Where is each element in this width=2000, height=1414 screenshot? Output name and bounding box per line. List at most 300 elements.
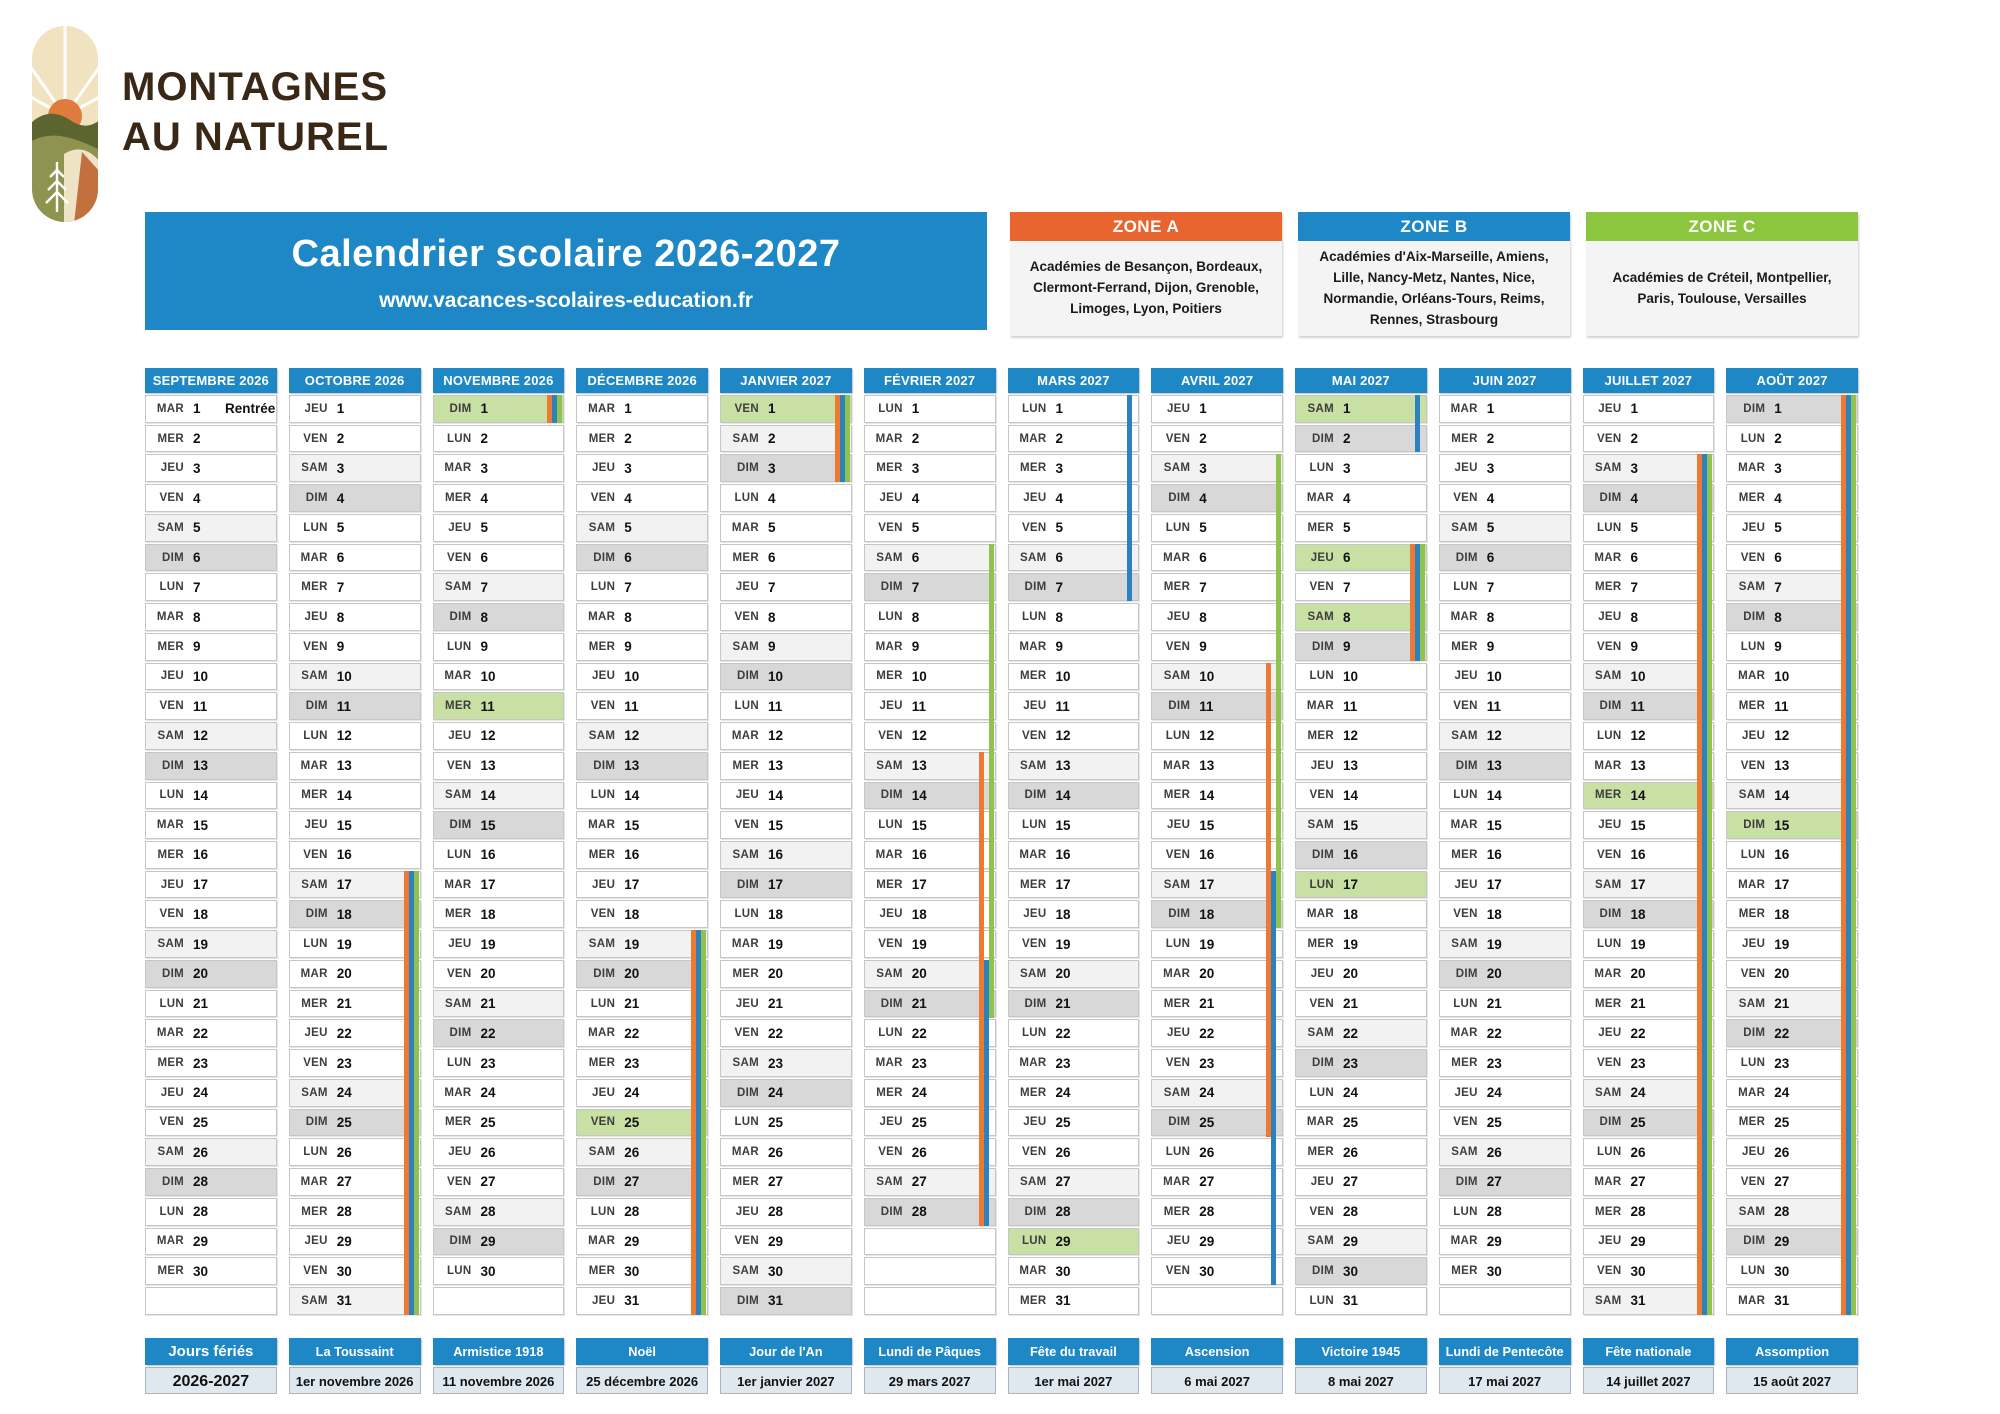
day-number: 25 — [1774, 1114, 1790, 1130]
weekday-abbrev: DIM — [1024, 581, 1047, 594]
day-number: 4 — [1486, 490, 1495, 506]
weekday-abbrev: MAR — [1738, 1086, 1766, 1099]
day-cell — [576, 900, 708, 928]
weekday-abbrev: JEU — [1310, 1175, 1334, 1188]
weekday-abbrev: DIM — [449, 819, 472, 832]
day-number: 31 — [768, 1293, 784, 1309]
weekday-abbrev: MAR — [1594, 551, 1622, 564]
day-number: 10 — [1774, 668, 1790, 684]
weekday-abbrev: SAM — [445, 789, 472, 802]
day-number: 28 — [624, 1204, 640, 1220]
weekday-abbrev: JEU — [1166, 819, 1191, 832]
weekday-abbrev: JEU — [879, 1116, 903, 1129]
day-cell — [1151, 395, 1283, 423]
day-cell — [1583, 900, 1715, 928]
day-cell — [145, 960, 277, 988]
day-number: 31 — [624, 1293, 640, 1309]
weekday-abbrev: SAM — [876, 759, 903, 772]
day-cell — [433, 1198, 565, 1226]
day-cell — [1439, 1049, 1571, 1077]
day-cell — [864, 841, 996, 869]
day-cell — [145, 782, 277, 810]
day-cell — [1008, 573, 1140, 601]
month-column — [1008, 368, 1140, 1315]
day-number: 26 — [1486, 1144, 1502, 1160]
day-cell — [145, 1287, 277, 1315]
day-number: 29 — [1055, 1233, 1071, 1249]
weekday-abbrev: MER — [157, 1057, 184, 1070]
weekday-abbrev: VEN — [446, 967, 472, 980]
month-header: DÉCEMBRE 2026 — [576, 368, 708, 393]
day-cell — [1439, 663, 1571, 691]
day-cell — [1439, 811, 1571, 839]
day-cell — [1295, 603, 1427, 631]
weekday-abbrev: JEU — [1454, 670, 1478, 683]
weekday-abbrev: DIM — [737, 1294, 759, 1307]
day-cell — [864, 425, 996, 453]
month-header: FÉVRIER 2027 — [864, 368, 996, 393]
day-number: 17 — [1774, 877, 1790, 893]
day-number: 28 — [911, 1204, 927, 1220]
weekday-abbrev: MER — [588, 848, 616, 861]
weekday-abbrev: DIM — [1743, 1027, 1766, 1040]
weekday-abbrev: MAR — [444, 1086, 472, 1099]
day-number: 11 — [1486, 698, 1502, 714]
month-day-area — [145, 395, 277, 1315]
weekday-abbrev: SAM — [588, 938, 616, 951]
day-cell — [720, 871, 852, 899]
day-cell — [864, 573, 996, 601]
day-number: 2 — [1343, 431, 1351, 447]
weekday-abbrev: JEU — [1310, 759, 1334, 772]
day-cell — [864, 900, 996, 928]
day-number: 5 — [1055, 520, 1064, 536]
day-cell — [1008, 1138, 1140, 1166]
weekday-abbrev: SAM — [1020, 759, 1047, 772]
day-number: 15 — [1774, 817, 1790, 833]
day-number: 4 — [336, 490, 345, 506]
day-number: 26 — [1630, 1144, 1646, 1160]
day-number: 23 — [1343, 1055, 1359, 1071]
day-number: 16 — [911, 847, 927, 863]
day-cell — [1295, 1049, 1427, 1077]
zone-a-academies: Académies de Besançon, Bordeaux, Clermont-Ferrand, Dijon, Grenoble, Limoges, Lyon, Poitiers — [1029, 259, 1263, 316]
weekday-abbrev: JEU — [735, 789, 759, 802]
day-cell — [289, 1228, 421, 1256]
day-cell — [1583, 1109, 1715, 1137]
day-number: 15 — [624, 817, 640, 833]
day-number: 22 — [336, 1025, 352, 1041]
day-cell — [1439, 930, 1571, 958]
weekday-abbrev: MAR — [588, 1027, 616, 1040]
day-cell — [1439, 841, 1571, 869]
day-number: 28 — [1630, 1204, 1646, 1220]
day-cell — [1583, 1049, 1715, 1077]
weekday-abbrev: MER — [1307, 729, 1334, 742]
weekday-abbrev: VEN — [1740, 967, 1766, 980]
weekday-abbrev: JEU — [591, 462, 616, 475]
day-cell — [1439, 544, 1571, 572]
weekday-abbrev: MER — [876, 462, 903, 475]
day-number: 1 — [1343, 401, 1351, 417]
day-number: 7 — [336, 579, 345, 595]
day-number: 21 — [480, 996, 496, 1012]
day-cell — [145, 573, 277, 601]
day-cell — [1726, 722, 1858, 750]
holiday-name: Jour de l'An — [720, 1338, 852, 1365]
weekday-abbrev: LUN — [1021, 611, 1047, 623]
day-cell — [1439, 1019, 1571, 1047]
day-cell — [720, 722, 852, 750]
day-cell — [576, 663, 708, 691]
day-number: 17 — [624, 877, 640, 893]
day-number: 19 — [193, 936, 209, 952]
day-number: 13 — [1199, 758, 1215, 774]
day-number: 23 — [1199, 1055, 1215, 1071]
weekday-abbrev: VEN — [590, 700, 616, 713]
weekday-abbrev: JEU — [1741, 938, 1766, 951]
weekday-abbrev: MAR — [1738, 1294, 1766, 1307]
weekday-abbrev: MAR — [444, 670, 472, 683]
day-number: 17 — [1199, 877, 1215, 893]
day-number: 29 — [1199, 1233, 1215, 1249]
day-number: 1 — [336, 401, 345, 417]
zone-a-header: ZONE A — [1010, 212, 1282, 241]
day-number: 21 — [624, 996, 640, 1012]
holidays-legend-box — [145, 1338, 277, 1394]
day-number: 2 — [911, 431, 920, 447]
weekday-abbrev: VEN — [1740, 1175, 1766, 1188]
day-cell — [1726, 1168, 1858, 1196]
day-cell — [1008, 454, 1140, 482]
month-day-area — [433, 395, 565, 1315]
weekday-abbrev: DIM — [1168, 908, 1191, 921]
day-cell — [864, 722, 996, 750]
day-cell — [1295, 1019, 1427, 1047]
weekday-abbrev: VEN — [734, 1027, 759, 1040]
day-number: 18 — [1055, 906, 1071, 922]
day-number: 5 — [1486, 520, 1495, 536]
day-number: 23 — [1630, 1055, 1646, 1071]
weekday-abbrev: MER — [1738, 908, 1766, 921]
day-number: 25 — [336, 1114, 352, 1130]
day-number: 21 — [768, 996, 784, 1012]
holiday-box — [1726, 1338, 1858, 1394]
day-number: 14 — [480, 787, 496, 803]
vacation-bar-zone-b — [1415, 395, 1420, 452]
day-number: 1 — [1486, 401, 1495, 417]
day-cell — [1439, 990, 1571, 1018]
day-cell — [1583, 1079, 1715, 1107]
weekday-abbrev: DIM — [593, 759, 616, 772]
day-number: 9 — [193, 639, 201, 655]
day-number: 24 — [1199, 1085, 1215, 1101]
day-number: 5 — [480, 520, 489, 536]
day-cell — [864, 1109, 996, 1137]
day-cell — [576, 841, 708, 869]
day-cell — [145, 514, 277, 542]
day-number: 23 — [1055, 1055, 1071, 1071]
day-number: 4 — [1774, 490, 1782, 506]
day-cell — [1151, 1198, 1283, 1226]
day-number: 12 — [1486, 728, 1502, 744]
day-cell — [289, 1138, 421, 1166]
weekday-abbrev: MER — [157, 848, 184, 861]
weekday-abbrev: MER — [301, 997, 328, 1010]
day-number: 7 — [911, 579, 920, 595]
day-number: 16 — [768, 847, 784, 863]
day-number: 29 — [480, 1233, 496, 1249]
weekday-abbrev: DIM — [1599, 908, 1622, 921]
day-number: 16 — [1343, 847, 1359, 863]
weekday-abbrev: VEN — [1309, 1205, 1334, 1218]
zones-row — [1010, 212, 1858, 336]
weekday-abbrev: VEN — [1165, 848, 1191, 861]
weekday-abbrev: JEU — [1454, 462, 1478, 475]
day-cell — [433, 544, 565, 572]
holiday-name: Lundi de Pâques — [864, 1338, 996, 1365]
weekday-abbrev: VEN — [734, 402, 759, 415]
day-number: 18 — [1343, 906, 1359, 922]
month-header: JUIN 2027 — [1439, 368, 1571, 393]
weekday-abbrev: DIM — [1455, 759, 1478, 772]
day-number: 4 — [1055, 490, 1064, 506]
day-cell — [1151, 484, 1283, 512]
day-number: 11 — [480, 698, 495, 714]
day-cell — [145, 1198, 277, 1226]
day-cell — [864, 692, 996, 720]
weekday-abbrev: JEU — [735, 1205, 759, 1218]
weekday-abbrev: VEN — [734, 611, 759, 623]
day-cell — [864, 1049, 996, 1077]
day-number: 8 — [768, 609, 776, 625]
holiday-date: 1er mai 2027 — [1008, 1367, 1140, 1394]
day-cell — [1726, 692, 1858, 720]
weekday-abbrev: SAM — [876, 1175, 903, 1188]
day-cell — [145, 425, 277, 453]
day-number: 9 — [480, 639, 489, 655]
day-number: 14 — [1199, 787, 1215, 803]
weekday-abbrev: DIM — [737, 670, 759, 683]
day-cell — [433, 900, 565, 928]
day-number: 22 — [624, 1025, 640, 1041]
day-cell — [1151, 811, 1283, 839]
weekday-abbrev: SAM — [1451, 938, 1478, 951]
day-number: 7 — [624, 579, 632, 595]
weekday-abbrev: MAR — [1163, 1175, 1191, 1188]
holiday-box — [1008, 1338, 1140, 1394]
day-number: 19 — [480, 936, 496, 952]
calendar-grid — [145, 368, 1858, 1315]
day-number: 13 — [1343, 758, 1359, 774]
day-cell — [720, 990, 852, 1018]
weekday-abbrev: DIM — [880, 789, 903, 802]
weekday-abbrev: VEN — [734, 819, 759, 832]
day-number: 5 — [911, 520, 920, 536]
day-cell — [1151, 1287, 1283, 1315]
weekday-abbrev: DIM — [1168, 700, 1191, 713]
day-cell — [1008, 1109, 1140, 1137]
day-cell — [1151, 1138, 1283, 1166]
day-cell — [1151, 1228, 1283, 1256]
weekday-abbrev: LUN — [590, 1205, 616, 1218]
day-cell — [576, 1019, 708, 1047]
day-cell — [1008, 663, 1140, 691]
day-cell — [1295, 871, 1427, 899]
day-number: 28 — [1774, 1204, 1790, 1220]
weekday-abbrev: MER — [588, 432, 616, 445]
weekday-abbrev: LUN — [446, 432, 472, 445]
day-cell — [1726, 484, 1858, 512]
day-number: 9 — [768, 639, 776, 655]
day-cell — [720, 1019, 852, 1047]
day-cell — [433, 1138, 565, 1166]
day-number: 17 — [1486, 877, 1502, 893]
day-number: 2 — [193, 431, 201, 447]
day-number: 3 — [1199, 460, 1207, 476]
weekday-abbrev: VEN — [446, 551, 472, 564]
day-cell — [145, 752, 277, 780]
weekday-abbrev: SAM — [1163, 670, 1191, 683]
day-number: 10 — [1343, 668, 1359, 684]
day-cell — [433, 454, 565, 482]
day-cell — [1439, 1287, 1571, 1315]
day-cell — [576, 1257, 708, 1285]
day-cell — [1151, 1257, 1283, 1285]
weekday-abbrev: SAM — [732, 848, 759, 861]
day-number: 22 — [1343, 1025, 1359, 1041]
weekday-abbrev: JEU — [879, 700, 903, 713]
month-header: OCTOBRE 2026 — [289, 368, 421, 393]
day-cell — [433, 1168, 565, 1196]
day-number: 4 — [624, 490, 632, 506]
weekday-abbrev: MAR — [1306, 492, 1334, 505]
weekday-abbrev: VEN — [1453, 908, 1478, 921]
day-cell — [576, 722, 708, 750]
weekday-abbrev: MAR — [1019, 1265, 1047, 1278]
day-cell — [433, 1257, 565, 1285]
weekday-abbrev: LUN — [1453, 789, 1478, 802]
day-number: 30 — [480, 1263, 496, 1279]
weekday-abbrev: JEU — [160, 462, 184, 475]
day-number: 30 — [1630, 1263, 1646, 1279]
weekday-abbrev: SAM — [1163, 878, 1191, 891]
holiday-name: La Toussaint — [289, 1338, 421, 1365]
day-cell — [1008, 1049, 1140, 1077]
day-cell — [145, 811, 277, 839]
day-number: 10 — [624, 668, 640, 684]
day-number: 22 — [1630, 1025, 1646, 1041]
day-cell — [289, 484, 421, 512]
day-number: 9 — [1199, 639, 1207, 655]
day-number: 10 — [1199, 668, 1215, 684]
weekday-abbrev: MER — [588, 1057, 616, 1070]
day-cell — [289, 811, 421, 839]
weekday-abbrev: MER — [301, 581, 328, 594]
day-number: 22 — [911, 1025, 927, 1041]
day-number: 3 — [1055, 460, 1064, 476]
day-cell — [1439, 871, 1571, 899]
weekday-abbrev: LUN — [1453, 997, 1478, 1010]
weekday-abbrev: VEN — [1740, 551, 1766, 564]
day-cell — [289, 573, 421, 601]
day-number: 30 — [1055, 1263, 1071, 1279]
weekday-abbrev: MER — [876, 1086, 903, 1099]
weekday-abbrev: MAR — [156, 611, 184, 623]
weekday-abbrev: SAM — [1738, 1205, 1766, 1218]
day-cell — [1151, 1109, 1283, 1137]
weekday-abbrev: JEU — [1598, 611, 1622, 623]
day-number: 17 — [480, 877, 496, 893]
mountains-sun-logo-icon — [30, 24, 100, 224]
weekday-abbrev: SAM — [445, 1205, 472, 1218]
day-number: 30 — [624, 1263, 640, 1279]
day-cell — [1295, 1287, 1427, 1315]
weekday-abbrev: SAM — [301, 878, 328, 891]
weekday-abbrev: VEN — [1596, 432, 1622, 445]
weekday-abbrev: LUN — [159, 997, 184, 1010]
day-cell — [720, 425, 852, 453]
month-header: MAI 2027 — [1295, 368, 1427, 393]
weekday-abbrev: DIM — [1168, 492, 1191, 505]
zone-b-academies: Académies d'Aix-Marseille, Amiens, Lille, Nancy-Metz, Nantes, Nice, Normandie, Orléans-Tours, Reims, Rennes, Strasbourg — [1319, 249, 1549, 327]
day-number: 13 — [193, 758, 209, 774]
day-cell — [576, 1168, 708, 1196]
day-cell — [1439, 692, 1571, 720]
weekday-abbrev: VEN — [1309, 581, 1334, 594]
month-header: JANVIER 2027 — [720, 368, 852, 393]
day-cell — [1583, 841, 1715, 869]
logo-line2: AU NATUREL — [122, 115, 390, 159]
weekday-abbrev: SAM — [1307, 819, 1334, 832]
weekday-abbrev: MAR — [875, 432, 903, 445]
day-cell — [289, 871, 421, 899]
day-number: 7 — [1486, 579, 1495, 595]
day-cell — [864, 960, 996, 988]
weekday-abbrev: SAM — [1163, 462, 1191, 475]
weekday-abbrev: MAR — [1738, 462, 1766, 475]
weekday-abbrev: SAM — [445, 997, 472, 1010]
day-cell — [1726, 544, 1858, 572]
day-number: 6 — [624, 550, 632, 566]
holiday-date: 15 août 2027 — [1726, 1367, 1858, 1394]
day-number: 28 — [193, 1174, 209, 1190]
weekday-abbrev: JEU — [160, 878, 184, 891]
zone-a-box — [1010, 212, 1282, 336]
day-number: 11 — [624, 698, 639, 714]
weekday-abbrev: SAM — [1020, 967, 1047, 980]
day-cell — [289, 514, 421, 542]
day-number: 14 — [768, 787, 784, 803]
weekday-abbrev: LUN — [446, 1057, 472, 1070]
day-cell — [1295, 425, 1427, 453]
day-cell — [864, 395, 996, 423]
day-cell — [1008, 752, 1140, 780]
day-cell — [720, 841, 852, 869]
vacation-bar-zone-c — [845, 395, 850, 482]
day-number: 1 — [624, 401, 632, 417]
weekday-abbrev: MAR — [1594, 1175, 1622, 1188]
holiday-name: Fête du travail — [1008, 1338, 1140, 1365]
weekday-abbrev: MER — [876, 878, 903, 891]
day-cell — [289, 1109, 421, 1137]
day-cell — [433, 782, 565, 810]
day-cell — [576, 1138, 708, 1166]
weekday-abbrev: MAR — [588, 819, 616, 832]
day-number: 4 — [1199, 490, 1207, 506]
day-cell — [1008, 960, 1140, 988]
day-cell — [1726, 782, 1858, 810]
